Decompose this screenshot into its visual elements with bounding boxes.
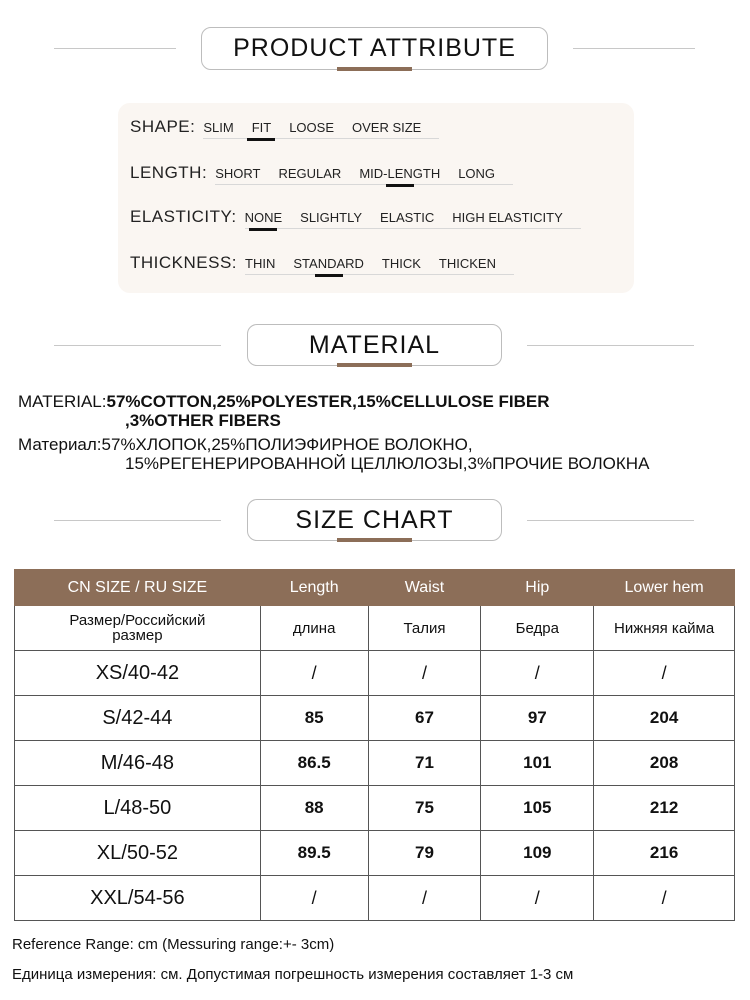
accent-underline <box>337 538 412 542</box>
measure-cell: 88 <box>260 786 368 831</box>
section-title-size-chart: SIZE CHART <box>247 499 502 541</box>
section-title-material: MATERIAL <box>247 324 502 366</box>
measure-cell: 89.5 <box>260 831 368 876</box>
attribute-option: SLIM <box>203 120 234 135</box>
attribute-label: LENGTH: <box>130 163 208 182</box>
material-en <box>18 392 550 430</box>
divider <box>54 48 176 49</box>
measure-cell: / <box>481 651 594 696</box>
attribute-option-selected: FIT <box>251 120 272 135</box>
accent-underline <box>337 363 412 367</box>
table-row <box>15 831 735 876</box>
attribute-option: LOOSE <box>289 120 334 135</box>
size-chart-table <box>14 569 735 921</box>
attribute-option: THIN <box>245 256 276 271</box>
divider <box>54 520 221 521</box>
attribute-option: LONG <box>458 166 496 181</box>
size-cell: L/48-50 <box>15 786 261 831</box>
divider <box>54 345 221 346</box>
table-row <box>15 696 735 741</box>
material-ru-label: Материал: <box>18 435 102 454</box>
measure-cell: 109 <box>481 831 594 876</box>
measure-cell: 212 <box>594 786 735 831</box>
attribute-row <box>130 117 439 139</box>
measure-cell: 79 <box>368 831 481 876</box>
divider <box>527 520 694 521</box>
measure-cell: / <box>594 876 735 921</box>
attribute-options <box>245 210 581 229</box>
attribute-label: THICKNESS: <box>130 253 238 272</box>
size-cell: XS/40-42 <box>15 651 261 696</box>
material-ru-line1: 57%ХЛОПОК,25%ПОЛИЭФИРНОЕ ВОЛОКНО, <box>101 435 473 454</box>
attribute-option: REGULAR <box>278 166 342 181</box>
material-en-label: MATERIAL: <box>18 392 107 411</box>
attribute-options <box>203 120 439 139</box>
measure-cell: 101 <box>481 741 594 786</box>
attribute-option-selected: NONE <box>244 210 283 225</box>
accent-underline <box>337 67 412 71</box>
column-header: Length <box>260 570 368 606</box>
measure-cell: 105 <box>481 786 594 831</box>
measure-cell: / <box>368 651 481 696</box>
attribute-option-selected: MID-LENGTH <box>359 166 441 181</box>
attribute-option: OVER SIZE <box>352 120 422 135</box>
table-row <box>15 786 735 831</box>
column-header: CN SIZE / RU SIZE <box>15 570 261 606</box>
footer-reference-en: Reference Range: cm (Messuring range:+- 3cm) <box>12 936 335 953</box>
footer-reference-ru: Единица измерения: см. Допустимая погрешность измерения составляет 1-3 см <box>12 966 574 983</box>
attribute-option: HIGH ELASTICITY <box>452 210 563 225</box>
measure-cell: / <box>260 651 368 696</box>
size-cell: XXL/54-56 <box>15 876 261 921</box>
measure-cell: / <box>368 876 481 921</box>
divider <box>527 345 694 346</box>
attribute-option: SHORT <box>215 166 261 181</box>
section-title-attribute: PRODUCT ATTRIBUTE <box>201 27 548 70</box>
measure-cell: / <box>481 876 594 921</box>
measure-cell: 216 <box>594 831 735 876</box>
column-header-ru: Талия <box>368 606 481 651</box>
measure-cell: 75 <box>368 786 481 831</box>
size-cell: M/46-48 <box>15 741 261 786</box>
divider <box>573 48 695 49</box>
column-header: Hip <box>481 570 594 606</box>
attribute-row <box>130 163 513 185</box>
attribute-label: SHAPE: <box>130 117 196 136</box>
column-header-ru: Бедра <box>481 606 594 651</box>
table-row <box>15 876 735 921</box>
column-header-ru: длина <box>260 606 368 651</box>
measure-cell: 71 <box>368 741 481 786</box>
table-row <box>15 651 735 696</box>
attribute-option-selected: STANDARD <box>293 256 364 271</box>
material-en-line1: 57%COTTON,25%POLYESTER,15%CELLULOSE FIBER <box>106 392 550 411</box>
measure-cell: 208 <box>594 741 735 786</box>
measure-cell: 86.5 <box>260 741 368 786</box>
attribute-option: ELASTIC <box>380 210 435 225</box>
attribute-option: THICK <box>381 256 421 271</box>
size-cell: XL/50-52 <box>15 831 261 876</box>
material-ru <box>18 435 649 473</box>
column-header: Lower hem <box>594 570 735 606</box>
material-en-line2: ,3%OTHER FIBERS <box>125 411 281 430</box>
measure-cell: 85 <box>260 696 368 741</box>
measure-cell: 67 <box>368 696 481 741</box>
column-header: Waist <box>368 570 481 606</box>
attribute-option: SLIGHTLY <box>300 210 363 225</box>
measure-cell: / <box>260 876 368 921</box>
measure-cell: 97 <box>481 696 594 741</box>
size-cell: S/42-44 <box>15 696 261 741</box>
attribute-options <box>215 166 513 185</box>
table-row <box>15 741 735 786</box>
column-header-ru: Размер/Российский размер <box>15 606 261 651</box>
attribute-label: ELASTICITY: <box>130 207 237 226</box>
attribute-row <box>130 207 581 229</box>
column-header-ru: Нижняя кайма <box>594 606 735 651</box>
attribute-option: THICKEN <box>438 256 496 271</box>
attribute-options <box>245 256 514 275</box>
material-ru-line2: 15%РЕГЕНЕРИРОВАННОЙ ЦЕЛЛЮЛОЗЫ,3%ПРОЧИЕ ВОЛОКНА <box>125 454 650 473</box>
measure-cell: 204 <box>594 696 735 741</box>
attribute-row <box>130 253 514 275</box>
measure-cell: / <box>594 651 735 696</box>
attribute-panel <box>118 103 634 293</box>
